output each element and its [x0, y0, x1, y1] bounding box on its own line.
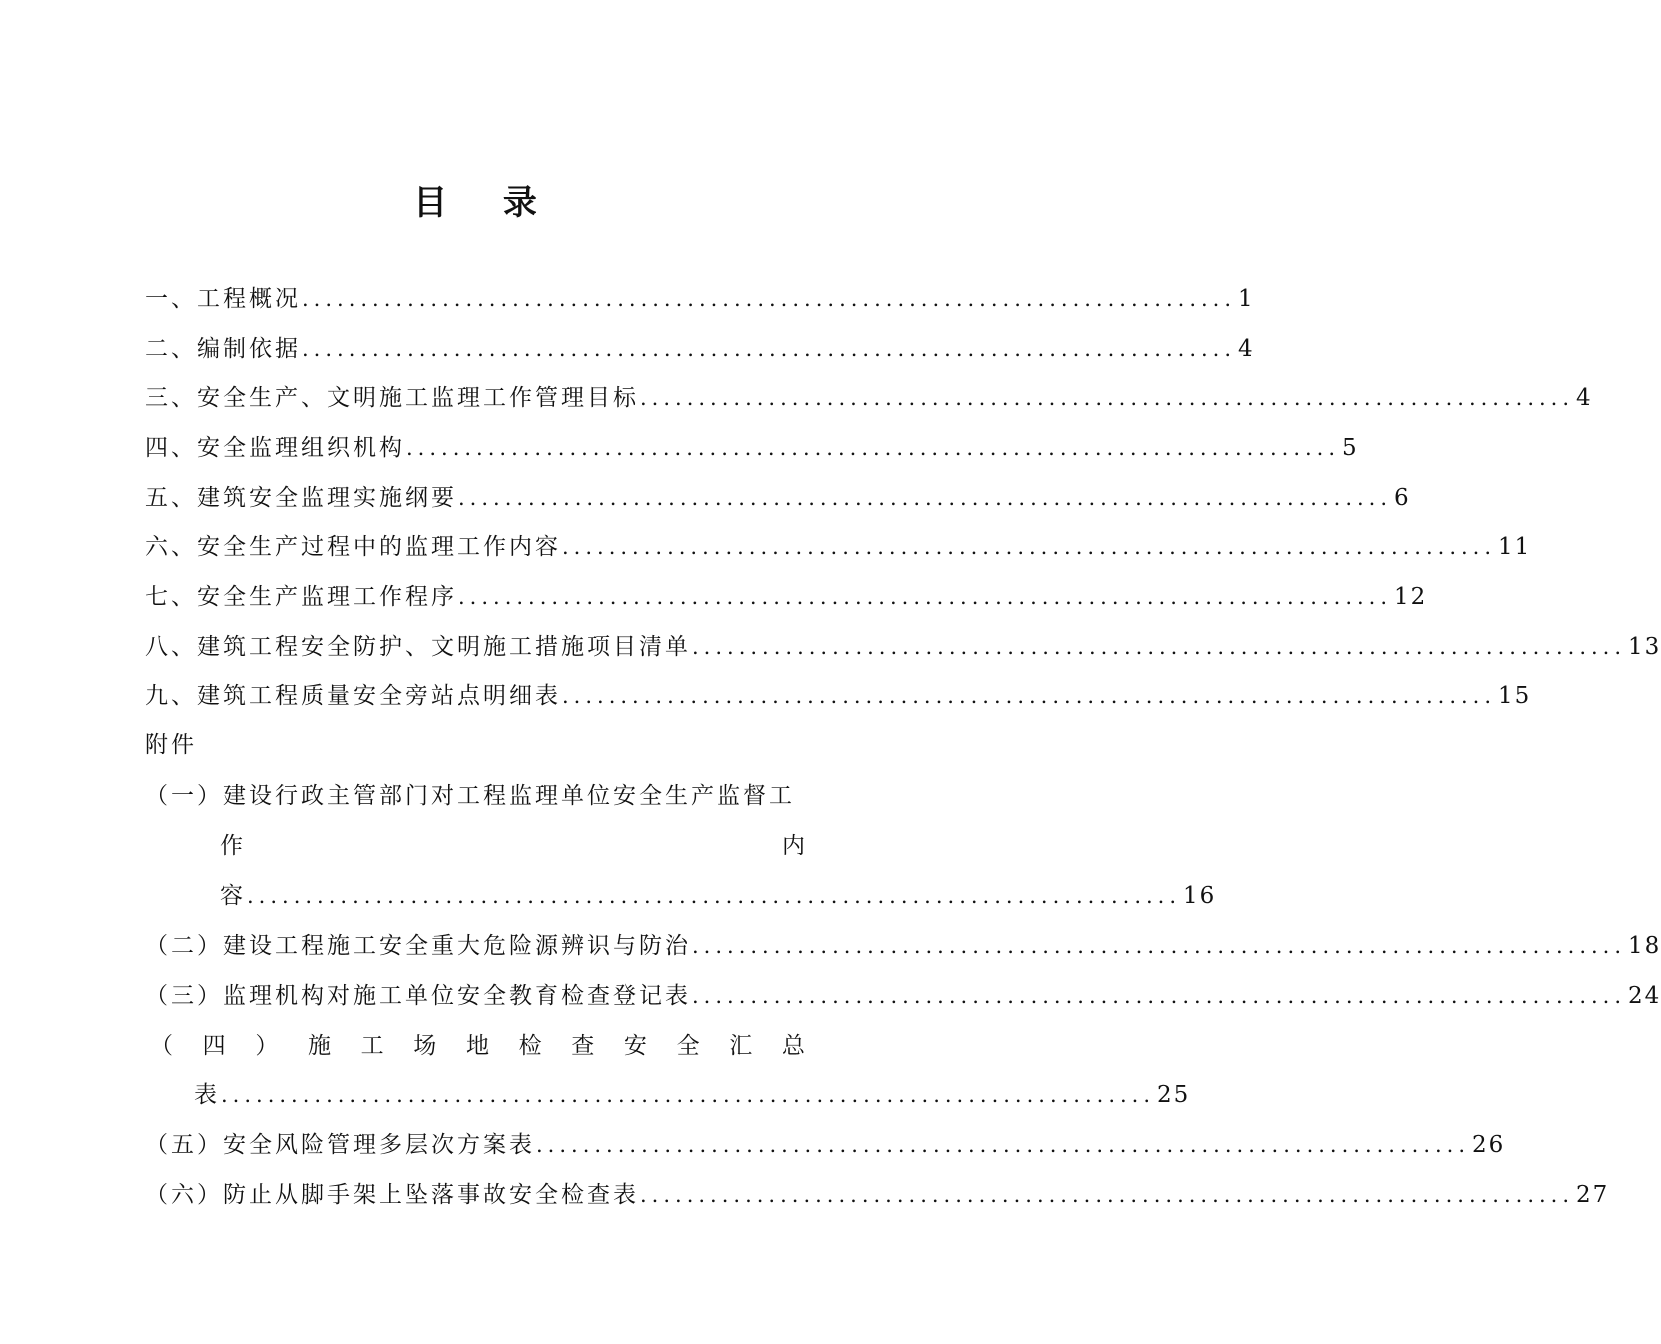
toc-entry-page: 12: [1394, 584, 1428, 610]
toc-entry-label: （一）建设行政主管部门对工程监理单位安全生产监督工: [145, 783, 795, 809]
toc-entry-label: 表: [194, 1082, 220, 1108]
justified-char: 四: [202, 1033, 226, 1059]
dot-leader: ................................................................................: [536, 1133, 1471, 1157]
toc-entry-label: （三）监理机构对施工单位安全教育检查登记表: [145, 983, 691, 1009]
toc-entry-label: 八、建筑工程安全防护、文明施工措施项目清单: [145, 634, 691, 660]
toc-entry-label: 一、工程概况: [145, 286, 301, 312]
toc-entry-label: 二、编制依据: [145, 336, 301, 362]
dot-leader: ................................................................................: [406, 436, 1341, 460]
toc-entry-label: 九、建筑工程质量安全旁站点明细表: [145, 683, 561, 709]
toc-entry-page: 4: [1576, 385, 1593, 411]
dot-leader: ................................................................................: [221, 1083, 1156, 1107]
justified-char: 内: [782, 833, 805, 859]
dot-leader: ................................................................................: [562, 535, 1497, 559]
toc-entry[interactable]: [145, 329, 1255, 369]
toc-entry-page: 5: [1342, 435, 1359, 461]
toc-entry[interactable]: [145, 428, 1359, 468]
dot-leader: ................................................................................: [302, 337, 1237, 361]
toc-entry[interactable]: [145, 527, 1532, 567]
toc-entry-page: 26: [1472, 1132, 1506, 1158]
toc-entry-page: 4: [1238, 336, 1255, 362]
toc-entry-page: 1: [1238, 286, 1255, 312]
dot-leader: ................................................................................: [692, 635, 1627, 659]
dot-leader: ................................................................................: [302, 287, 1237, 311]
justified-char: ）: [255, 1033, 279, 1059]
dot-leader: ................................................................................: [640, 1183, 1575, 1207]
toc-entry[interactable]: [145, 627, 1661, 667]
justified-char: 汇: [729, 1033, 753, 1059]
dot-leader: ................................................................................: [458, 486, 1393, 510]
page-title: 目 录: [413, 183, 559, 223]
toc-entry[interactable]: [145, 478, 1411, 518]
justified-char: 地: [465, 1033, 489, 1059]
appendix-entry-1-line3[interactable]: [220, 876, 1217, 916]
appendix-heading-text: 附件: [145, 732, 197, 758]
appendix-entry-4-line1[interactable]: [150, 1026, 805, 1066]
toc-entry-label: 三、安全生产、文明施工监理工作管理目标: [145, 385, 639, 411]
toc-entry-label: 四、安全监理组织机构: [145, 435, 405, 461]
toc-entry-page: 18: [1628, 933, 1661, 959]
toc-entry-page: 24: [1628, 983, 1661, 1009]
toc-entry-page: 6: [1394, 485, 1411, 511]
dot-leader: ................................................................................: [458, 585, 1393, 609]
toc-entry-page: 25: [1157, 1082, 1191, 1108]
appendix-entry-1-line1[interactable]: [145, 776, 810, 816]
justified-char: 作: [220, 833, 243, 859]
toc-entry-label: 六、安全生产过程中的监理工作内容: [145, 534, 561, 560]
toc-entry-page: 13: [1628, 634, 1661, 660]
dot-leader: ................................................................................: [692, 984, 1627, 1008]
appendix-entry-2[interactable]: [145, 926, 1661, 966]
dot-leader: ................................................................................: [640, 386, 1575, 410]
appendix-entry-6[interactable]: [145, 1175, 1610, 1215]
justified-char: 施: [307, 1033, 331, 1059]
toc-entry[interactable]: [145, 676, 1532, 716]
justified-char: 总: [781, 1033, 805, 1059]
justified-char: 查: [571, 1033, 595, 1059]
justified-char: 安: [623, 1033, 647, 1059]
toc-entry-label: 七、安全生产监理工作程序: [145, 584, 457, 610]
toc-entry-page: 11: [1498, 534, 1532, 560]
toc-entry-label: （五）安全风险管理多层次方案表: [145, 1132, 535, 1158]
appendix-entry-1-line2: [220, 826, 805, 866]
toc-entry-page: 27: [1576, 1182, 1610, 1208]
justified-char: 全: [676, 1033, 700, 1059]
toc-entry-label: 五、建筑安全监理实施纲要: [145, 485, 457, 511]
appendix-heading: [145, 725, 345, 765]
toc-entry-page: 15: [1498, 683, 1532, 709]
toc-entry[interactable]: [145, 279, 1255, 319]
justified-char: （: [150, 1033, 173, 1059]
toc-entry[interactable]: [145, 378, 1593, 418]
appendix-entry-5[interactable]: [145, 1125, 1506, 1165]
dot-leader: ................................................................................: [692, 934, 1627, 958]
dot-leader: ................................................................................: [562, 684, 1497, 708]
toc-entry-label: （六）防止从脚手架上坠落事故安全检查表: [145, 1182, 639, 1208]
appendix-entry-4-line2[interactable]: [194, 1075, 1191, 1115]
justified-char: 检: [518, 1033, 542, 1059]
toc-entry-label: （二）建设工程施工安全重大危险源辨识与防治: [145, 933, 691, 959]
justified-char: 工: [360, 1033, 384, 1059]
toc-entry-label: 容: [220, 883, 246, 909]
justified-char: 场: [413, 1033, 437, 1059]
toc-entry[interactable]: [145, 577, 1428, 617]
dot-leader: ................................................................................: [247, 884, 1182, 908]
appendix-entry-3[interactable]: [145, 976, 1661, 1016]
toc-entry-page: 16: [1183, 883, 1217, 909]
